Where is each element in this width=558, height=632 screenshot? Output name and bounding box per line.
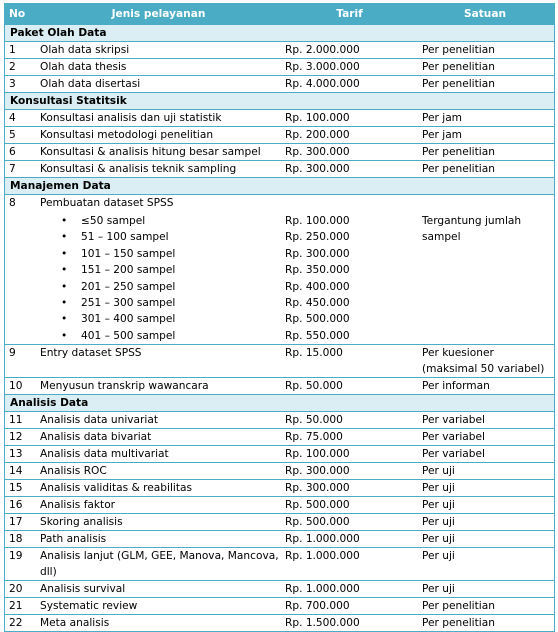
section-title: Konsultasi Statitsik <box>10 95 127 107</box>
row-jenis: Olah data skripsi <box>40 44 130 56</box>
row-satuan: Per uji <box>422 550 455 563</box>
row-jenis: Analisis validitas & reabilitas <box>40 482 193 495</box>
row-satuan-wrap <box>418 195 552 344</box>
row-tarif: Rp. 1.000.000 <box>285 533 360 546</box>
row-jenis-group <box>36 195 281 344</box>
row-jenis: Skoring analisis <box>40 516 123 529</box>
row-tarif: Rp. 100.000 <box>285 448 350 461</box>
row-jenis: Menyusun transkrip wawancara <box>40 380 209 393</box>
row-tarif: Rp. 200.000 <box>285 129 350 141</box>
row-no: 22 <box>9 617 23 630</box>
row-tarif: Rp. 2.000.000 <box>285 44 360 56</box>
table-row <box>5 580 554 597</box>
list-item <box>40 328 281 344</box>
row-satuan: Per penelitian <box>422 78 495 90</box>
row-tarif: Rp. 100.000 <box>285 215 350 227</box>
row-no: 19 <box>9 550 23 563</box>
row-jenis: Konsultasi analisis dan uji statistik <box>40 112 222 124</box>
row-jenis: Analisis data univariat <box>40 414 158 427</box>
table-row <box>5 41 554 58</box>
row-satuan: Per uji <box>422 482 455 495</box>
row-tarif: Rp. 350.000 <box>285 264 350 277</box>
row-tarif: Rp. 4.000.000 <box>285 78 360 90</box>
row-no: 20 <box>9 583 23 596</box>
row-satuan: Per variabel <box>422 431 485 444</box>
row-tarif: Rp. 3.000.000 <box>285 61 360 73</box>
table-header <box>5 4 554 24</box>
row-jenis: Pembuatan dataset SPSS <box>40 197 174 209</box>
row-jenis: Meta analisis <box>40 617 110 630</box>
sample-range: 151 – 200 sampel <box>81 264 176 277</box>
table-row <box>5 160 554 177</box>
row-tarif: Rp. 550.000 <box>285 329 350 342</box>
row-jenis: Analisis survival <box>40 583 126 596</box>
table-row <box>5 143 554 160</box>
row-jenis: Entry dataset SPSS <box>40 347 142 360</box>
row-tarif: Rp. 75.000 <box>285 431 343 444</box>
row-jenis: Konsultasi & analisis hitung besar sampel <box>40 146 261 158</box>
bullet-icon: • <box>61 296 68 309</box>
sample-list <box>40 213 281 344</box>
row-satuan: Per kuesioner (maksimal 50 variabel) <box>422 347 545 376</box>
table-row <box>5 530 554 547</box>
row-tarif: Rp. 1.500.000 <box>285 617 360 630</box>
row-tarif: Rp. 300.000 <box>285 146 350 158</box>
row-tarif: Rp. 500.000 <box>285 499 350 512</box>
row-no: 17 <box>9 516 23 529</box>
row-satuan: Per variabel <box>422 414 485 427</box>
list-item <box>40 262 281 278</box>
row-tarif: Rp. 50.000 <box>285 380 343 393</box>
row-satuan: Tergantung jumlah sampel <box>422 215 522 243</box>
table-row <box>5 462 554 479</box>
section-analisis-data <box>5 394 554 411</box>
row-jenis: Olah data disertasi <box>40 78 141 90</box>
row-no: 1 <box>9 44 16 56</box>
price-table <box>4 3 555 632</box>
row-no: 5 <box>9 129 16 141</box>
row-satuan: Per uji <box>422 465 455 478</box>
sample-range: ≤50 sampel <box>81 215 146 227</box>
list-item <box>40 311 281 327</box>
row-satuan: Per penelitian <box>422 617 495 630</box>
row-jenis: Analisis lanjut (GLM, GEE, Manova, Mancova, dll) <box>40 550 279 579</box>
table-row <box>5 547 554 580</box>
section-title: Analisis Data <box>10 397 89 410</box>
table-row <box>5 126 554 143</box>
sample-range: 401 – 500 sampel <box>81 329 176 342</box>
table-row <box>5 109 554 126</box>
row-no: 13 <box>9 448 23 461</box>
row-tarif: Rp. 15.000 <box>285 347 343 360</box>
section-paket-olah-data <box>5 24 554 41</box>
row-tarif: Rp. 1.000.000 <box>285 550 360 563</box>
row-jenis: Analisis data multivariat <box>40 448 169 461</box>
row-jenis: Analisis data bivariat <box>40 431 152 444</box>
row-no: 16 <box>9 499 23 512</box>
sample-range: 101 – 150 sampel <box>81 247 176 260</box>
row-jenis: Systematic review <box>40 600 138 613</box>
row-satuan: Per uji <box>422 499 455 512</box>
table-row <box>5 597 554 614</box>
bullet-icon: • <box>61 264 68 277</box>
row-no: 10 <box>9 380 23 393</box>
table-row <box>5 445 554 462</box>
row-tarif: Rp. 300.000 <box>285 163 350 175</box>
table-row <box>5 411 554 428</box>
row-no: 11 <box>9 414 23 427</box>
table-row <box>5 377 554 394</box>
table-row <box>5 75 554 92</box>
section-title: Manajemen Data <box>10 180 111 192</box>
row-tarif: Rp. 1.000.000 <box>285 583 360 596</box>
row-satuan: Per variabel <box>422 448 485 461</box>
sample-range: 251 – 300 sampel <box>81 296 176 309</box>
header-jenis: Jenis pelayanan <box>111 8 206 20</box>
row-tarif: Rp. 300.000 <box>285 482 350 495</box>
header-tarif: Tarif <box>336 8 363 20</box>
section-title: Paket Olah Data <box>10 27 107 39</box>
table-row <box>5 428 554 445</box>
row-satuan: Per uji <box>422 583 455 596</box>
table-row <box>5 58 554 75</box>
header-satuan: Satuan <box>463 8 507 20</box>
row-satuan: Per penelitian <box>422 146 495 158</box>
row-tarif: Rp. 300.000 <box>285 465 350 478</box>
row-tarif: Rp. 500.000 <box>285 313 350 326</box>
row-jenis: Konsultasi & analisis teknik sampling <box>40 163 237 175</box>
row-satuan: Per uji <box>422 516 455 529</box>
section-konsultasi-statistik <box>5 92 554 109</box>
row-satuan: Per informan <box>422 380 490 393</box>
list-item <box>40 295 281 311</box>
row-no: 21 <box>9 600 23 613</box>
row-satuan: Per penelitian <box>422 61 495 73</box>
bullet-icon: • <box>61 329 68 342</box>
row-tarif: Rp. 700.000 <box>285 600 350 613</box>
row-satuan: Per uji <box>422 533 455 546</box>
row-tarif-group <box>281 195 418 344</box>
list-item <box>40 213 281 229</box>
table-row <box>5 479 554 496</box>
row-no: 3 <box>9 78 16 90</box>
row-tarif: Rp. 300.000 <box>285 247 350 260</box>
table-row <box>5 496 554 513</box>
row-no: 12 <box>9 431 23 444</box>
row-no: 14 <box>9 465 23 478</box>
row-satuan: Per jam <box>422 129 463 141</box>
row-no: 4 <box>9 112 16 124</box>
row-tarif: Rp. 100.000 <box>285 112 350 124</box>
sample-range: 201 – 250 sampel <box>81 280 176 293</box>
header-no: No <box>9 8 26 20</box>
table-row <box>5 344 554 377</box>
row-tarif: Rp. 400.000 <box>285 280 350 293</box>
row-jenis: Konsultasi metodologi penelitian <box>40 129 214 141</box>
bullet-icon: • <box>61 280 68 293</box>
sample-range: 301 – 400 sampel <box>81 313 176 326</box>
list-item <box>40 246 281 262</box>
list-item <box>40 279 281 295</box>
bullet-icon: • <box>61 215 68 227</box>
row-jenis: Path analisis <box>40 533 107 546</box>
row-no: 2 <box>9 61 16 73</box>
list-item <box>40 229 281 245</box>
row-jenis: Analisis ROC <box>40 465 107 478</box>
row-no: 15 <box>9 482 23 495</box>
row-no: 9 <box>9 347 16 360</box>
row-tarif: Rp. 450.000 <box>285 296 350 309</box>
row-tarif: Rp. 50.000 <box>285 414 343 427</box>
row-satuan: Per penelitian <box>422 600 495 613</box>
table-row <box>5 513 554 530</box>
bullet-icon: • <box>61 313 68 326</box>
row-satuan: Per penelitian <box>422 44 495 56</box>
row-tarif: Rp. 500.000 <box>285 516 350 529</box>
row-no: 8 <box>9 197 16 209</box>
section-manajemen-data <box>5 177 554 194</box>
row-satuan: Per jam <box>422 112 463 124</box>
row-no: 7 <box>9 163 16 175</box>
sample-range: 51 – 100 sampel <box>81 231 169 244</box>
bullet-icon: • <box>61 231 68 244</box>
row-jenis: Analisis faktor <box>40 499 116 512</box>
row-satuan: Per penelitian <box>422 163 495 175</box>
table-row <box>5 194 554 344</box>
bullet-icon: • <box>61 247 68 260</box>
row-no: 6 <box>9 146 16 158</box>
row-jenis: Olah data thesis <box>40 61 127 73</box>
row-tarif: Rp. 250.000 <box>285 231 350 244</box>
row-no: 18 <box>9 533 23 546</box>
